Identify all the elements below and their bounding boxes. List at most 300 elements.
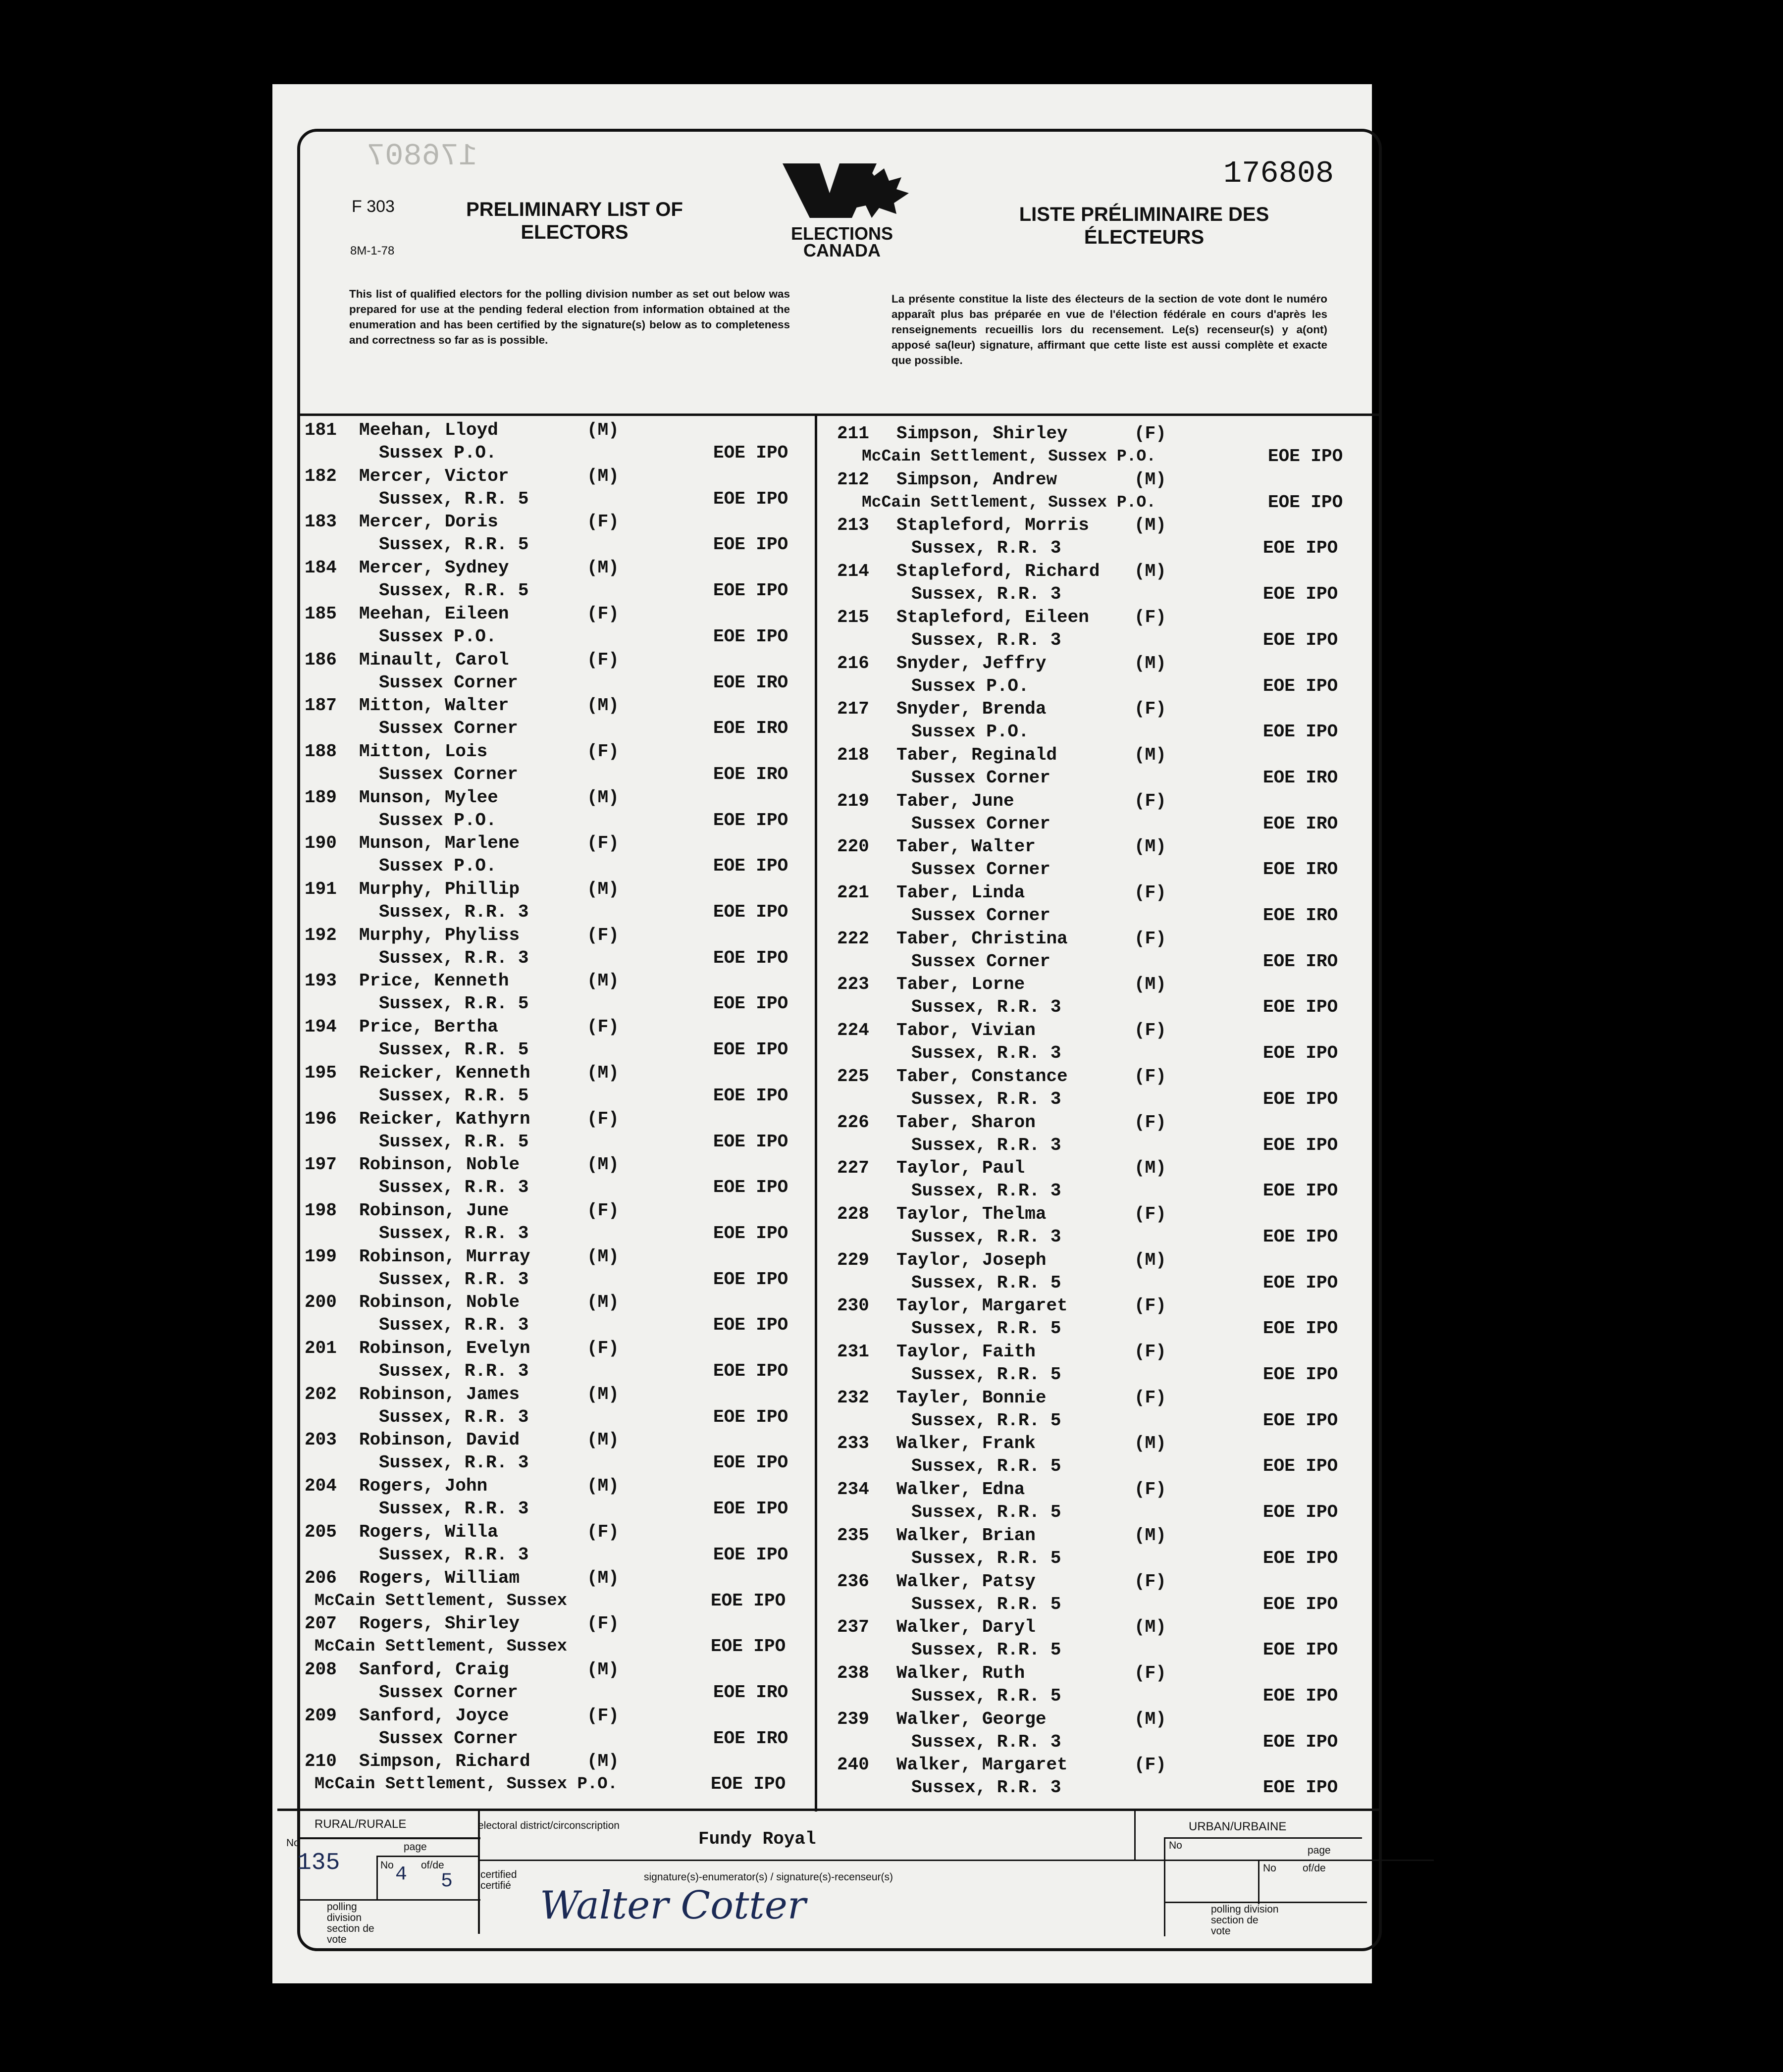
rural-label: RURAL/RURALE xyxy=(315,1817,407,1831)
elector-name: Robinson, James xyxy=(359,1384,520,1404)
elector-sex: (M) xyxy=(1134,515,1166,536)
elector-number: 216 xyxy=(837,653,869,673)
form-date: 8M-1-78 xyxy=(350,244,395,258)
elector-codes: EOE IPO xyxy=(1263,1318,1338,1339)
elector-number: 184 xyxy=(305,558,337,578)
elector-codes: EOE IPO xyxy=(713,1039,788,1060)
elector-sex: (F) xyxy=(587,1338,619,1358)
elector-codes: EOE IPO xyxy=(713,947,788,968)
elector-name: Taylor, Thelma xyxy=(896,1203,1047,1224)
elector-sex: (F) xyxy=(1134,1571,1166,1592)
elector-sex: (M) xyxy=(1134,653,1166,673)
elector-name: Taber, Sharon xyxy=(896,1112,1036,1133)
elector-number: 196 xyxy=(305,1108,337,1129)
elector-sex: (F) xyxy=(1134,1203,1166,1224)
certified-label: certified certifié xyxy=(480,1869,517,1891)
elector-name: Walker, Frank xyxy=(896,1433,1036,1454)
elector-number: 240 xyxy=(837,1755,869,1775)
elector-name: Taber, Walter xyxy=(896,836,1036,857)
page-no-label: No xyxy=(380,1860,394,1871)
elector-codes: EOE IPO xyxy=(713,1499,788,1519)
elector-address: Sussex, R.R. 5 xyxy=(379,1131,529,1152)
elector-codes: EOE IPO xyxy=(713,626,788,647)
elector-address: Sussex P.O. xyxy=(379,626,497,647)
elector-sex: (F) xyxy=(1134,1387,1166,1408)
elector-number: 186 xyxy=(305,649,337,670)
urban-page-no-label: No xyxy=(1263,1863,1276,1874)
elector-name: Mitton, Walter xyxy=(359,695,509,716)
elector-codes: EOE IRO xyxy=(713,672,788,693)
elector-number: 188 xyxy=(305,741,337,762)
elector-address: Sussex, R.R. 3 xyxy=(911,584,1061,605)
elector-address: Sussex, R.R. 5 xyxy=(379,488,529,509)
elector-sex: (M) xyxy=(587,1430,619,1450)
elector-address: Sussex, R.R. 3 xyxy=(379,1223,529,1243)
elector-sex: (M) xyxy=(587,420,619,440)
elector-address: Sussex, R.R. 3 xyxy=(911,1088,1061,1109)
elector-address: Sussex, R.R. 3 xyxy=(911,1135,1061,1155)
elector-number: 232 xyxy=(837,1387,869,1408)
no-label: No xyxy=(286,1837,300,1849)
elector-address: Sussex, R.R. 5 xyxy=(911,1272,1061,1293)
elector-address: Sussex, R.R. 5 xyxy=(911,1685,1061,1706)
elector-sex: (M) xyxy=(587,787,619,808)
elector-codes: EOE IRO xyxy=(1263,905,1338,926)
elector-number: 212 xyxy=(837,469,869,490)
elector-codes: EOE IPO xyxy=(1263,1548,1338,1568)
elector-number: 222 xyxy=(837,928,869,949)
elector-sex: (F) xyxy=(1134,1112,1166,1133)
elector-number: 228 xyxy=(837,1203,869,1224)
elector-name: Munson, Marlene xyxy=(359,833,520,854)
elector-sex: (M) xyxy=(1134,1249,1166,1270)
elector-number: 226 xyxy=(837,1112,869,1133)
elector-sex: (M) xyxy=(587,1154,619,1175)
elector-codes: EOE IPO xyxy=(713,580,788,601)
elector-number: 213 xyxy=(837,515,869,536)
elector-name: Taylor, Faith xyxy=(896,1342,1036,1362)
page-number: 4 xyxy=(395,1864,408,1886)
elector-number: 230 xyxy=(837,1295,869,1316)
elector-address: Sussex Corner xyxy=(379,672,518,693)
elector-codes: EOE IPO xyxy=(713,1406,788,1427)
elector-codes: EOE IPO xyxy=(1263,1135,1338,1155)
elector-number: 185 xyxy=(305,603,337,624)
elector-address: McCain Settlement, Sussex P.O. xyxy=(862,493,1156,512)
elector-name: Stapleford, Morris xyxy=(896,515,1089,536)
elector-sex: (M) xyxy=(587,1292,619,1313)
elector-number: 224 xyxy=(837,1020,869,1041)
elector-sex: (M) xyxy=(587,1476,619,1497)
elector-sex: (M) xyxy=(587,466,619,486)
elector-number: 233 xyxy=(837,1433,869,1454)
elector-address: McCain Settlement, Sussex xyxy=(315,1591,568,1610)
elector-name: Walker, Edna xyxy=(896,1479,1025,1500)
elector-number: 200 xyxy=(305,1292,337,1313)
elector-number: 214 xyxy=(837,561,869,582)
elector-codes: EOE IRO xyxy=(713,718,788,739)
elector-sex: (M) xyxy=(587,1659,619,1680)
elector-number: 194 xyxy=(305,1017,337,1037)
elector-name: Reicker, Kathyrn xyxy=(359,1108,530,1129)
elector-address: Sussex, R.R. 3 xyxy=(379,1269,529,1290)
elector-codes: EOE IPO xyxy=(1263,1640,1338,1660)
elector-codes: EOE IPO xyxy=(1263,584,1338,605)
elector-number: 239 xyxy=(837,1709,869,1729)
elector-codes: EOE IPO xyxy=(1263,1685,1338,1706)
elector-address: Sussex P.O. xyxy=(911,675,1029,696)
page-of-number: 5 xyxy=(441,1870,453,1893)
elector-name: Simpson, Shirley xyxy=(896,423,1068,444)
electoral-district: Fundy Royal xyxy=(698,1829,816,1849)
elector-codes: EOE IPO xyxy=(1263,538,1338,559)
elector-codes: EOE IPO xyxy=(713,1452,788,1473)
elector-sex: (M) xyxy=(587,971,619,991)
elector-address: Sussex Corner xyxy=(911,767,1050,788)
elector-name: Reicker, Kenneth xyxy=(359,1062,530,1083)
elector-sex: (F) xyxy=(1134,1066,1166,1087)
elector-number: 225 xyxy=(837,1066,869,1087)
elector-name: Meehan, Lloyd xyxy=(359,420,498,440)
elector-number: 183 xyxy=(305,512,337,532)
elector-name: Robinson, Noble xyxy=(359,1292,520,1313)
elector-sex: (F) xyxy=(1134,699,1166,720)
elector-codes: EOE IPO xyxy=(1263,1181,1338,1201)
elector-codes: EOE IRO xyxy=(713,1728,788,1749)
elector-number: 211 xyxy=(837,423,869,444)
column-divider xyxy=(815,415,817,1812)
elector-sex: (F) xyxy=(1134,1342,1166,1362)
elector-address: Sussex, R.R. 5 xyxy=(911,1410,1061,1431)
elector-sex: (M) xyxy=(587,879,619,899)
elector-name: Sanford, Craig xyxy=(359,1659,509,1680)
elector-number: 207 xyxy=(305,1613,337,1634)
elector-sex: (M) xyxy=(1134,1158,1166,1179)
elector-name: Simpson, Richard xyxy=(359,1751,530,1772)
elector-address: Sussex, R.R. 3 xyxy=(379,902,529,922)
elector-codes: EOE IPO xyxy=(1263,1731,1338,1752)
elector-number: 217 xyxy=(837,699,869,720)
elector-number: 193 xyxy=(305,971,337,991)
elector-number: 181 xyxy=(305,420,337,440)
elector-codes: EOE IPO xyxy=(713,443,788,463)
elector-name: Walker, Patsy xyxy=(896,1571,1036,1592)
elector-codes: EOE IPO xyxy=(1263,1272,1338,1293)
elector-sex: (M) xyxy=(587,1384,619,1404)
elector-codes: EOE IPO xyxy=(1263,675,1338,696)
elector-sex: (F) xyxy=(587,603,619,624)
elector-name: Robinson, Noble xyxy=(359,1154,520,1175)
elector-codes: EOE IPO xyxy=(1268,446,1343,466)
district-label: electoral district/circonscription xyxy=(478,1820,620,1831)
elector-address: Sussex P.O. xyxy=(379,856,497,877)
elector-sex: (F) xyxy=(1134,1479,1166,1500)
elector-sex: (F) xyxy=(1134,1755,1166,1775)
elector-codes: EOE IPO xyxy=(713,810,788,830)
elector-number: 235 xyxy=(837,1525,869,1546)
elector-name: Walker, Daryl xyxy=(896,1617,1036,1638)
elector-address: Sussex, R.R. 3 xyxy=(379,1406,529,1427)
elector-name: Snyder, Jeffry xyxy=(896,653,1047,673)
elector-sex: (F) xyxy=(1134,607,1166,627)
elector-name: Walker, Brian xyxy=(896,1525,1036,1546)
elector-codes: EOE IPO xyxy=(713,1269,788,1290)
elector-number: 199 xyxy=(305,1246,337,1267)
elector-address: Sussex P.O. xyxy=(911,722,1029,742)
elector-address: Sussex, R.R. 5 xyxy=(379,1085,529,1106)
elector-name: Snyder, Brenda xyxy=(896,699,1047,720)
elector-address: Sussex Corner xyxy=(379,764,518,784)
elector-codes: EOE IPO xyxy=(713,1223,788,1243)
elector-sex: (F) xyxy=(587,1705,619,1726)
elector-number: 229 xyxy=(837,1249,869,1270)
elector-sex: (M) xyxy=(1134,561,1166,582)
elector-codes: EOE IPO xyxy=(1263,1088,1338,1109)
elector-address: Sussex, R.R. 3 xyxy=(379,1361,529,1381)
elector-sex: (M) xyxy=(587,1751,619,1772)
elector-name: Taber, Constance xyxy=(896,1066,1068,1087)
elector-address: Sussex, R.R. 5 xyxy=(911,1364,1061,1385)
elector-address: Sussex, R.R. 3 xyxy=(911,997,1061,1018)
elector-codes: EOE IPO xyxy=(713,856,788,877)
elector-sex: (M) xyxy=(1134,1433,1166,1454)
elector-number: 197 xyxy=(305,1154,337,1175)
elector-sex: (F) xyxy=(587,741,619,762)
elector-name: Taylor, Joseph xyxy=(896,1249,1047,1270)
intro-french: La présente constitue la liste des électeurs de la section de vote dont le numéro apparaît plus bas préparée en vue de l'élection fédérale en cours d'après les renseignements recueillis lors du recensement. Le(s) recenseur(s) y a(ont) apposé sa(leur) signature, affirmant que cette liste est aussi complète et exacte que possible. xyxy=(892,293,1327,366)
elector-name: Meehan, Eileen xyxy=(359,603,509,624)
elector-name: Taber, Reginald xyxy=(896,744,1057,765)
elector-codes: EOE IRO xyxy=(1263,813,1338,834)
elector-codes: EOE IRO xyxy=(1263,859,1338,880)
elector-number: 189 xyxy=(305,787,337,808)
title-english: PRELIMINARY LIST OF ELECTORS xyxy=(466,199,683,243)
elector-codes: EOE IPO xyxy=(713,1177,788,1198)
elector-codes: EOE IPO xyxy=(713,993,788,1014)
elector-sex: (M) xyxy=(587,1567,619,1588)
elector-sex: (F) xyxy=(587,1200,619,1221)
elector-name: Taylor, Paul xyxy=(896,1158,1025,1179)
ghost-serial-number: 176807 xyxy=(367,139,477,174)
elector-codes: EOE IRO xyxy=(1263,951,1338,972)
footer-section xyxy=(277,1810,1380,1944)
elector-number: 208 xyxy=(305,1659,337,1680)
elector-name: Tayler, Bonnie xyxy=(896,1387,1047,1408)
intro-english: This list of qualified electors for the polling division number as set out below was prepared for use at the pending federal election from information obtained at the enumeration and has been certified by the signature(s) below as to completeness and correctness so far as is possible. xyxy=(349,288,790,346)
elector-name: Mercer, Victor xyxy=(359,466,509,486)
elector-number: 191 xyxy=(305,879,337,899)
elector-number: 187 xyxy=(305,695,337,716)
elector-sex: (F) xyxy=(1134,882,1166,903)
elector-address: Sussex, R.R. 3 xyxy=(911,1731,1061,1752)
elector-address: Sussex, R.R. 3 xyxy=(379,1499,529,1519)
elector-sex: (M) xyxy=(1134,836,1166,857)
elector-codes: EOE IPO xyxy=(1263,1594,1338,1614)
elector-codes: EOE IPO xyxy=(713,488,788,509)
polling-division-label: polling division section de vote xyxy=(327,1901,374,1945)
elector-address: Sussex, R.R. 5 xyxy=(911,1502,1061,1523)
elector-codes: EOE IPO xyxy=(1263,1502,1338,1523)
serial-number: 176808 xyxy=(1223,156,1334,191)
elector-address: Sussex, R.R. 3 xyxy=(379,1544,529,1565)
elector-sex: (F) xyxy=(1134,1662,1166,1683)
elector-sex: (F) xyxy=(1134,423,1166,444)
elector-number: 210 xyxy=(305,1751,337,1772)
elector-name: Taber, June xyxy=(896,790,1014,811)
elector-sex: (M) xyxy=(587,1062,619,1083)
elector-name: Simpson, Andrew xyxy=(896,469,1057,490)
elector-name: Rogers, William xyxy=(359,1567,520,1588)
elector-codes: EOE IPO xyxy=(713,902,788,922)
elector-name: Minault, Carol xyxy=(359,649,509,670)
page-label: page xyxy=(404,1841,427,1853)
elector-address: Sussex, R.R. 5 xyxy=(911,1640,1061,1660)
elector-address: Sussex P.O. xyxy=(379,443,497,463)
elector-codes: EOE IPO xyxy=(711,1590,786,1611)
elector-sex: (F) xyxy=(1134,928,1166,949)
elector-number: 215 xyxy=(837,607,869,627)
elector-name: Murphy, Phillip xyxy=(359,879,520,899)
elector-codes: EOE IPO xyxy=(1268,492,1343,513)
elector-number: 219 xyxy=(837,790,869,811)
elector-codes: EOE IRO xyxy=(1263,767,1338,788)
urban-label: URBAN/URBAINE xyxy=(1189,1820,1287,1833)
elector-number: 231 xyxy=(837,1342,869,1362)
urban-no-label: No xyxy=(1169,1840,1182,1851)
elector-address: Sussex, R.R. 5 xyxy=(379,993,529,1014)
elector-name: Price, Kenneth xyxy=(359,971,509,991)
elector-name: Taber, Linda xyxy=(896,882,1025,903)
elector-name: Taber, Lorne xyxy=(896,974,1025,995)
elector-address: Sussex, R.R. 3 xyxy=(379,1315,529,1336)
elector-number: 182 xyxy=(305,466,337,486)
elector-name: Stapleford, Richard xyxy=(896,561,1100,582)
elector-name: Tabor, Vivian xyxy=(896,1020,1036,1041)
elector-number: 198 xyxy=(305,1200,337,1221)
elector-codes: EOE IRO xyxy=(713,764,788,784)
elections-canada-logo xyxy=(773,158,911,223)
page-of-label: of/de xyxy=(421,1860,444,1871)
elector-sex: (M) xyxy=(1134,974,1166,995)
elector-sex: (M) xyxy=(587,558,619,578)
elector-sex: (M) xyxy=(1134,1525,1166,1546)
elector-sex: (M) xyxy=(1134,1709,1166,1729)
elector-codes: EOE IPO xyxy=(713,1131,788,1152)
elector-name: Price, Bertha xyxy=(359,1017,498,1037)
elector-name: Mercer, Doris xyxy=(359,512,498,532)
elector-codes: EOE IPO xyxy=(1263,997,1338,1018)
elector-address: McCain Settlement, Sussex P.O. xyxy=(315,1775,618,1794)
elector-name: Mitton, Lois xyxy=(359,741,488,762)
elector-address: Sussex, R.R. 3 xyxy=(911,538,1061,559)
elector-address: Sussex P.O. xyxy=(379,810,497,830)
elector-codes: EOE IPO xyxy=(711,1774,786,1795)
enumerator-signature: Walter Cotter xyxy=(540,1883,806,1928)
elector-sex: (F) xyxy=(587,512,619,532)
form-number: F 303 xyxy=(352,197,395,216)
elector-sex: (M) xyxy=(587,1246,619,1267)
elector-number: 234 xyxy=(837,1479,869,1500)
elector-name: Walker, George xyxy=(896,1709,1047,1729)
elector-name: Robinson, June xyxy=(359,1200,509,1221)
polling-division-number: 135 xyxy=(297,1850,340,1876)
elector-address: Sussex, R.R. 3 xyxy=(379,1452,529,1473)
elector-address: Sussex, R.R. 3 xyxy=(379,947,529,968)
elector-name: Munson, Mylee xyxy=(359,787,498,808)
elector-number: 218 xyxy=(837,744,869,765)
elector-number: 205 xyxy=(305,1521,337,1542)
elector-sex: (M) xyxy=(1134,1617,1166,1638)
elector-address: Sussex, R.R. 3 xyxy=(379,1177,529,1198)
elector-number: 204 xyxy=(305,1476,337,1497)
elector-name: Robinson, Evelyn xyxy=(359,1338,530,1358)
urban-of-label: of/de xyxy=(1303,1863,1326,1874)
elector-sex: (F) xyxy=(1134,1295,1166,1316)
elector-address: Sussex, R.R. 5 xyxy=(911,1594,1061,1614)
elector-codes: EOE IPO xyxy=(1263,1410,1338,1431)
elector-name: Taber, Christina xyxy=(896,928,1068,949)
elector-name: Robinson, David xyxy=(359,1430,520,1450)
elector-name: Robinson, Murray xyxy=(359,1246,530,1267)
elector-address: Sussex Corner xyxy=(379,1682,518,1703)
elector-name: Mercer, Sydney xyxy=(359,558,509,578)
urban-page-label: page xyxy=(1308,1845,1331,1856)
elector-number: 238 xyxy=(837,1662,869,1683)
elector-number: 209 xyxy=(305,1705,337,1726)
elector-address: Sussex, R.R. 5 xyxy=(379,580,529,601)
elector-number: 223 xyxy=(837,974,869,995)
elector-number: 190 xyxy=(305,833,337,854)
elector-address: Sussex, R.R. 5 xyxy=(911,1548,1061,1568)
elector-name: Rogers, Willa xyxy=(359,1521,498,1542)
elector-sex: (F) xyxy=(587,833,619,854)
elector-number: 203 xyxy=(305,1430,337,1450)
elector-name: Stapleford, Eileen xyxy=(896,607,1089,627)
elector-codes: EOE IPO xyxy=(713,1361,788,1381)
elector-codes: EOE IPO xyxy=(711,1636,786,1657)
elector-codes: EOE IPO xyxy=(713,534,788,555)
elector-address: Sussex Corner xyxy=(379,718,518,739)
elector-number: 192 xyxy=(305,925,337,945)
logo-text: ELECTIONS CANADA xyxy=(790,223,893,260)
elector-sex: (F) xyxy=(587,649,619,670)
elector-codes: EOE IPO xyxy=(1263,1364,1338,1385)
elector-codes: EOE IPO xyxy=(1263,1777,1338,1798)
elector-codes: EOE IPO xyxy=(1263,722,1338,742)
elector-codes: EOE IPO xyxy=(713,1315,788,1336)
elector-address: Sussex Corner xyxy=(911,859,1050,880)
elector-address: Sussex Corner xyxy=(911,813,1050,834)
elector-address: Sussex, R.R. 5 xyxy=(911,1318,1061,1339)
elector-codes: EOE IPO xyxy=(713,1085,788,1106)
elector-codes: EOE IRO xyxy=(713,1682,788,1703)
elector-number: 202 xyxy=(305,1384,337,1404)
elector-sex: (M) xyxy=(1134,469,1166,490)
elector-name: Sanford, Joyce xyxy=(359,1705,509,1726)
elector-number: 227 xyxy=(837,1158,869,1179)
elector-address: Sussex, R.R. 3 xyxy=(911,629,1061,650)
elector-codes: EOE IPO xyxy=(1263,629,1338,650)
elector-sex: (M) xyxy=(1134,744,1166,765)
elector-codes: EOE IPO xyxy=(1263,1226,1338,1247)
elector-sex: (F) xyxy=(1134,790,1166,811)
elector-address: Sussex, R.R. 5 xyxy=(379,534,529,555)
elector-number: 237 xyxy=(837,1617,869,1638)
elector-address: McCain Settlement, Sussex P.O. xyxy=(862,447,1156,466)
header-divider xyxy=(299,414,1380,416)
elector-sex: (M) xyxy=(587,695,619,716)
elector-sex: (F) xyxy=(587,1521,619,1542)
